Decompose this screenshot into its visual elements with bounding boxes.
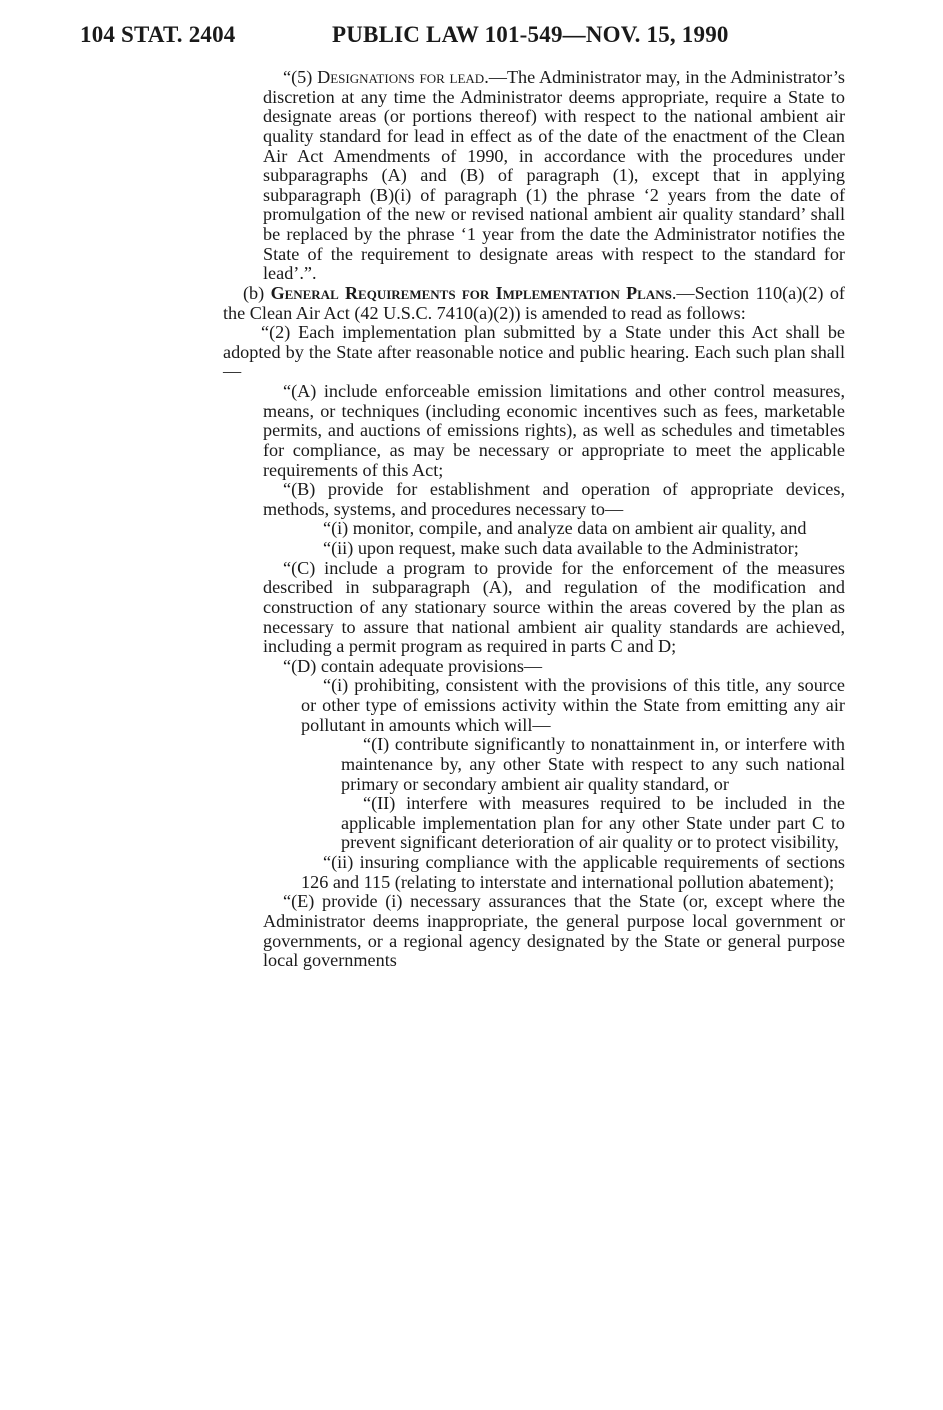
subparagraph-b: “(B) provide for establishment and operation of appropriate devices, methods, systems, and procedures necessary to— — [263, 479, 845, 519]
paragraph-5-heading: Designations for lead — [317, 67, 485, 87]
subparagraph-a: “(A) include enforceable emission limitations and other control measures, means, or techniques (including economic incentives such as fees, marketable permits, and auctions of emissions rights), as well as schedules and timetables for compliance, as may be necessary or appropriate to meet the applicable requirements of this Act; — [263, 381, 845, 480]
stat-page-reference: 104 STAT. 2404 — [80, 22, 236, 47]
subparagraph-d: “(D) contain adequate provisions— — [283, 655, 543, 676]
subparagraph-b-clause-ii: “(ii) upon request, make such data available to the Administrator; — [323, 538, 799, 558]
subparagraph-d-subclause-I: “(I) contribute significantly to nonattainment in, or interfere with maintenance by, any other State with respect to any such national primary or secondary ambient air quality standard, or — [341, 734, 845, 794]
subparagraph-e: “(E) provide (i) necessary assurances that the State (or, except where the Administrator deems inappropriate, the general purpose local government or governments, or a regional agency designated by the State or general purpose local governments — [263, 891, 845, 971]
subparagraph-d-clause-ii: “(ii) insuring compliance with the applicable requirements of sections 126 and 115 (relating to interstate and international pollution abatement); — [301, 852, 845, 892]
subparagraph-b-clause-i: “(i) monitor, compile, and analyze data on ambient air quality, and — [323, 518, 807, 539]
subparagraph-d-subclause-II: “(II) interfere with measures required to be included in the applicable implementation plan for any other State under part C to prevent significant deterioration of air quality or to protect visibility, — [341, 793, 845, 853]
statute-body — [223, 68, 845, 971]
paragraph-5-designations-for-lead: “(5) Designations for lead.—The Administrator may, in the Administrator’s discretion at any time the Administrator deems appropriate, require a State to designate areas (or portions thereof) with respect to the national ambient air quality standard for lead in effect as of the date of the enactment of the Clean Air Act Amendments of 1990, in accordance with the procedures under subparagraphs (A) and (B) of paragraph (1), except that in applying subparagraph (B)(i) of paragraph (1) the phrase ‘2 years from the date of promulgation of the new or revised national ambient air quality standard’ shall be replaced by the phrase ‘1 year from the date the Administrator notifies the State of the requirement to designate areas with respect to the standard for lead’.”. — [263, 67, 845, 284]
paragraph-2-implementation-plan: “(2) Each implementation plan submitted by a State under this Act shall be adopted by the State after reasonable notice and public hearing. Each such plan shall— — [223, 322, 845, 382]
subsection-b-heading: General Requirements for Implementation Plans — [270, 282, 672, 303]
public-law-heading: PUBLIC LAW 101-549—NOV. 15, 1990 — [332, 22, 729, 47]
subparagraph-c: “(C) include a program to provide for the enforcement of the measures described in subparagraph (A), and regulation of the modification and construction of any stationary source within the areas covered by the plan as necessary to assure that national ambient air quality standards are achieved, including a permit program as required in parts C and D; — [263, 557, 845, 657]
subparagraph-d-clause-i: “(i) prohibiting, consistent with the provisions of this title, any source or other type of emissions activity within the State from emitting any air pollutant in amounts which will— — [301, 675, 845, 735]
subsection-b-general-requirements: (b) General Requirements for Implementation Plans.—Section 110(a)(2) of the Clean Air Act (42 U.S.C. 7410(a)(2)) is amended to read as follows: — [223, 282, 845, 323]
